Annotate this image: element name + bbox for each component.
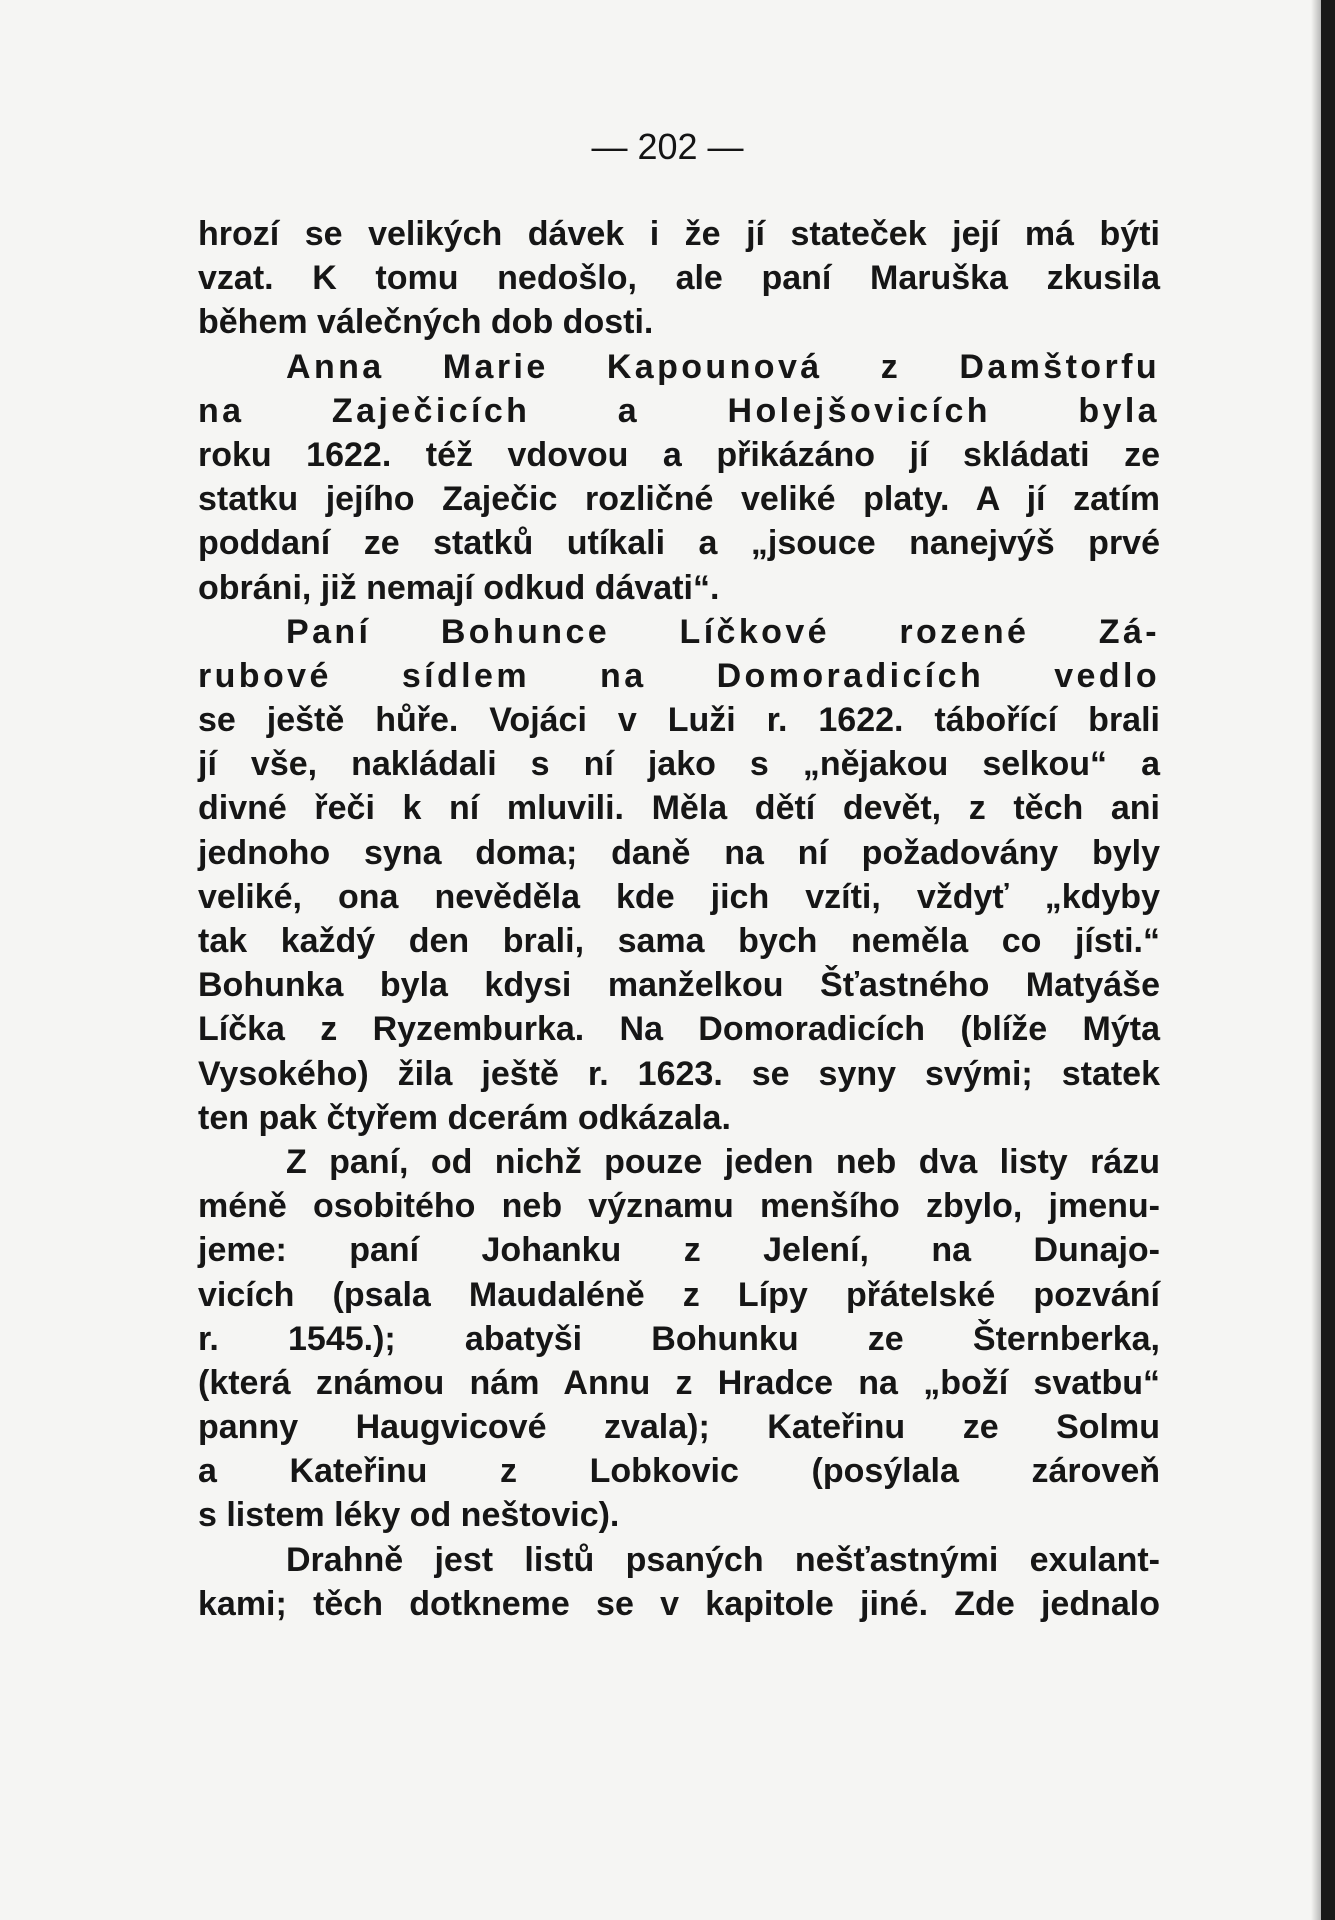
- text-line: tak každý den brali, sama bych neměla co jísti.“: [198, 922, 1160, 960]
- body-text: [198, 212, 1160, 1626]
- text-line: panny Haugvicové zvala); Kateřinu ze Solmu: [198, 1408, 1160, 1447]
- text-line: a Kateřinu z Lobkovic (posýlala zároveň: [198, 1452, 1160, 1491]
- binding-shadow: [1311, 0, 1321, 1920]
- text-line: rubové sídlem na Domoradicích vedlo: [198, 656, 1160, 695]
- text-line: obráni, již nemají odkud dávati“.: [198, 568, 720, 607]
- text-line: r. 1545.); abatyši Bohunku ze Šternberka,: [198, 1319, 1160, 1358]
- text-line: na Zaječicích a Holejšovicích byla: [198, 391, 1160, 430]
- text-line: hrozí se velikých dávek i že jí stateček její má býti: [198, 215, 1160, 253]
- text-line: ten pak čtyřem dcerám odkázala.: [198, 1098, 731, 1137]
- text-line: poddaní ze statků utíkali a „jsouce nanejvýš prvé: [198, 524, 1160, 563]
- text-line: vicích (psala Maudaléně z Lípy přátelské pozvání: [198, 1275, 1160, 1314]
- binding-edge: [1321, 0, 1335, 1920]
- text-line: během válečných dob dosti.: [198, 303, 654, 342]
- text-line: statku jejího Zaječic rozličné veliké platy. A jí zatím: [198, 480, 1160, 519]
- text-line: divné řeči k ní mluvili. Měla dětí devět, z těch ani: [198, 789, 1160, 828]
- text-line: jí vše, nakládali s ní jako s „nějakou selkou“ a: [198, 745, 1160, 784]
- text-line: veliké, ona nevěděla kde jich vzíti, vždyť „kdyby: [198, 877, 1160, 916]
- text-line: Anna Marie Kapounová z Damštorfu: [286, 347, 1160, 386]
- text-line: Drahně jest listů psaných nešťastnými exulant-: [286, 1540, 1160, 1579]
- page-number: — 202 —: [591, 126, 744, 167]
- text-line: Líčka z Ryzemburka. Na Domoradicích (blíže Mýta: [198, 1010, 1160, 1049]
- text-line: Bohunka byla kdysi manželkou Šťastného Matyáše: [198, 966, 1160, 1005]
- text-line: jeme: paní Johanku z Jelení, na Dunajo-: [198, 1231, 1160, 1270]
- text-line: kami; těch dotkneme se v kapitole jiné. Zde jednalo: [198, 1584, 1160, 1623]
- text-line: méně osobitého neb významu menšího zbylo, jmenu-: [198, 1187, 1160, 1226]
- text-line: jednoho syna doma; daně na ní požadovány byly: [198, 833, 1160, 872]
- text-line: s listem léky od neštovic).: [198, 1496, 620, 1535]
- text-line: Paní Bohunce Líčkové rozené Zá-: [286, 612, 1160, 651]
- text-line: roku 1622. též vdovou a přikázáno jí skládati ze: [198, 435, 1160, 474]
- text-line: (která známou nám Annu z Hradce na „boží svatbu“: [198, 1363, 1160, 1402]
- text-line: vzat. K tomu nedošlo, ale paní Maruška zkusila: [198, 259, 1160, 298]
- text-line: Z paní, od nichž pouze jeden neb dva listy rázu: [286, 1142, 1160, 1181]
- text-line: se ještě hůře. Vojáci v Luži r. 1622. tábořící brali: [198, 701, 1160, 740]
- text-line: Vysokého) žila ještě r. 1623. se syny svými; statek: [198, 1054, 1160, 1093]
